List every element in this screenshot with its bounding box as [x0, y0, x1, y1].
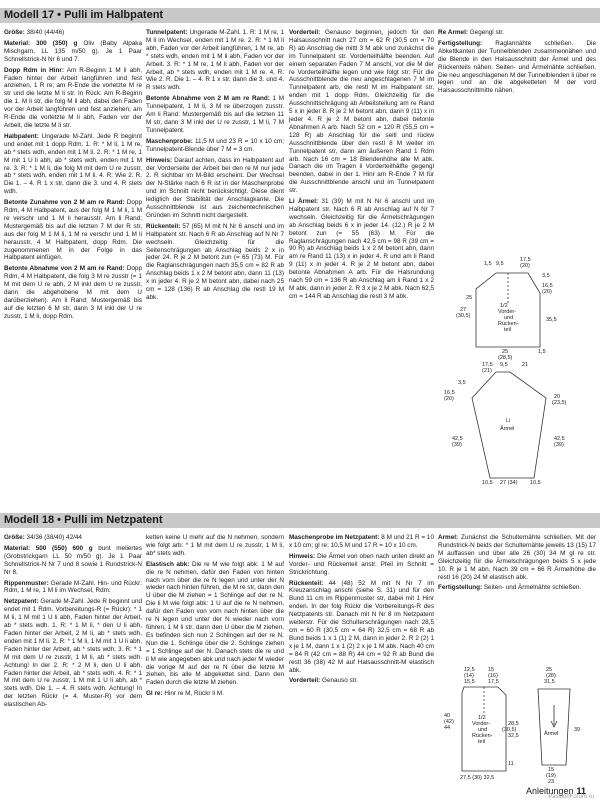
instruction-paragraph — [146, 690, 284, 698]
paragraph-text: 1 M Tunnelpatent, 1 M li, 3 M re überzogen zusstr. Am li Rand: Mustergemäß bis auf die letzten 11 M str, dann 3 M inkl der U re zusstr, 1 M li, 7 M Tunnelpatent. — [146, 95, 284, 134]
paragraph-label: Gl re: — [146, 690, 163, 698]
paragraph-label: Betonte Abnahme von 2 M am re Rand: — [4, 265, 125, 273]
model-18-column-1 — [4, 534, 142, 786]
instruction-paragraph — [4, 265, 142, 320]
dim: (42) — [444, 719, 454, 725]
dim: 35,5 — [546, 317, 557, 323]
dim: 15 — [548, 767, 555, 773]
dim: (39) — [554, 442, 564, 448]
paragraph-label: Rückenteil: — [146, 222, 181, 230]
dim: 44 — [444, 725, 451, 731]
dim: 15,5 — [464, 679, 475, 685]
model-18-column-3 — [289, 534, 434, 786]
m18-body-schematic — [438, 665, 520, 783]
dim: (23,5) — [552, 400, 567, 406]
model-17-column-4 — [438, 29, 596, 179]
paragraph-label: Dopp Rdm in Hinr: — [4, 66, 64, 74]
dim: Li — [506, 418, 511, 424]
instruction-paragraph — [289, 553, 434, 577]
dim: (30,5) — [502, 727, 517, 733]
dim: 15 — [488, 667, 495, 673]
model-17-title: Modell 17 • Pulli im Halbpatent — [4, 9, 164, 21]
dim: 27 (34) — [500, 480, 518, 485]
dim: 28,5 — [508, 721, 519, 727]
dim: 27 — [460, 307, 467, 313]
dim: 25 — [546, 667, 553, 673]
instruction-paragraph — [146, 157, 284, 220]
dim: 11 — [508, 761, 514, 767]
paragraph-text: Ungerade M-Zahl. 1. R: 1 M re, 1 M li im Wechsel, enden mit 1 M re. 2. R: * 1 M li abh, Faden vor der Arbeit langführen, 1 M re, ab * stets wdh, enden mit 1 M li abh, Faden vor der Arbeit. 3. R: * 1 M re, 1 M li abh, Faden vor der Arbeit, ab * stets wdh, enden mit 1 M re. 4. R: Wie 2. R. Die 1. – 4. R 1 x str, dann die 3. und 4. R stets wdh. — [146, 29, 284, 92]
dim: 9,5 — [496, 261, 504, 267]
instruction-paragraph — [146, 561, 284, 688]
paragraph-label: Material: 300 (350) g — [4, 39, 78, 47]
paragraph-label: Größe: — [4, 29, 25, 36]
paragraph-label: Rückenteil: — [289, 579, 324, 587]
paragraph-text: Dopp Rdm, 4 M Halbpatent, die folg 3 M re zusstr (= 1 M mit dem U re abh, 2 M inkl dem U re zusstr, dann die abgehobene M mit dem U darüberziehen). Am li Rand: Mustergemäß bis auf die letzten 6 M str, dann 3 M inkl der U re zusstr, 1 M li, dopp Rdm. — [4, 265, 142, 320]
paragraph-text: Hinr re M, Rückr li M. — [162, 690, 224, 698]
instruction-paragraph — [146, 223, 284, 302]
paragraph-text: Genauso str. — [320, 677, 358, 685]
dim: (28) — [546, 673, 556, 679]
instruction-paragraph — [4, 40, 142, 64]
dim: 16,5 — [444, 390, 455, 396]
instruction-paragraph — [146, 95, 284, 135]
dim: und — [478, 727, 488, 733]
model-18-column-2 — [146, 534, 284, 786]
dim: 42,5 — [452, 436, 463, 442]
m17-body-schematic — [438, 245, 596, 360]
dim: 1/2 — [478, 715, 486, 721]
dim: 10,5 — [530, 480, 541, 485]
instruction-paragraph — [289, 580, 434, 675]
dim: 23 — [548, 779, 555, 783]
dim: teil — [504, 327, 512, 333]
page-number: 11 — [576, 786, 586, 796]
instruction-paragraph — [4, 199, 142, 262]
instruction-paragraph — [4, 534, 142, 542]
instruction-paragraph — [4, 545, 142, 577]
dim: (28,5) — [498, 355, 513, 360]
model-18-header — [0, 513, 600, 528]
dim: Vorder- — [472, 721, 491, 727]
instruction-paragraph — [4, 133, 142, 196]
paragraph-text: 44 (48) 52 M mit N Nr 7 im Kreuzanschlag anschl (siehe S. 31) und für den Bund 11 cm im Rippenmuster str, dabei mit 1 Hinr enden. In der folg Rückr die Vorbereitungs-R des Netzpatents str. Danach mit N Nr 8 im Netzpatent weiterstr. Für die Schulterschrägungen nach 28,5 cm = 60 R (30,5 cm = 64 R) 32,5 cm = 68 R ab Bund beids 1 x 1 (1) 2 M, dann in jeder 2. R 2 (2) 1 x je 1 M, dann 1 x 1 (2) 2 x je 1 M abk. Nach 40 cm = 84 R (42 cm = 88 R) 44 cm = 92 R ab Bund die restl 36 (38) 42 M auf Halsausschnitt-M elastisch abk. — [289, 579, 434, 674]
paragraph-text: Oliv (Baby Alpaka Mischgarn, LL 135 m/50 g). Je 1 Paar Schnellstrick-N Nr 6 und 7. — [4, 39, 142, 63]
instruction-paragraph — [289, 29, 434, 195]
paragraph-text: Die re M wie folgt abk: 1 M auf die re N nehmen, dafür den Faden von hinten nach vorn über die re N legen und unter der N wieder nach hinten führen, die M re str, dann den U über die M ziehen = 1 Schlinge auf der re N. Die li M wie folgt abk: 1 U auf die re N nehmen, dafür den Faden von vorn nach hinten über die re N legen und unter der N wieder nach vorn führen, 1 M li str, dann den U über die M ziehen. Es befinden sich nun 2 Schlingen auf der re N. Nun die 1. Schlinge über die 2. Schlinge ziehen = 1 Schlinge auf der N. Danach stets die re und li M wie angegeben abk und nach jeder M wieder die vorige M auf der re N über die letzte M ziehen, bis alle M abgekettet sind. Dann den Faden durch die letzte M ziehen. — [146, 560, 284, 687]
dim: 1,5 — [538, 349, 546, 355]
paragraph-text: Gerade M-Zahl. Hin- und Rückr: Rdm, 1 M re, 1 M li im Wechsel, Rdm. — [4, 579, 142, 595]
dim: teil — [478, 739, 486, 745]
dim: (16) — [488, 673, 498, 679]
dim: 1,5 — [484, 261, 492, 267]
instruction-paragraph — [4, 580, 142, 596]
dim: (19) — [546, 773, 556, 779]
paragraph-label: Hinweis: — [289, 552, 316, 560]
paragraph-text: 57 (65) M mit N Nr 6 anschl und im Halbpatent str. Nach 6 R ab Anschlag auf N Nr 7 wechseln. Gleichzeitig für die Seitenschrägungen ab Anschlag beids 2 x in jeder 24. R je 2 M betont zun (= 65 (73) M. Für die Raglanschrägungen nach 35,5 cm = 82 R ab Anschlag beids 1 x 2 M betont abn, dann 11 (13) x in jeder 4. R je 2 M betont abn, dabei nach 25 cm = 128 (136) R ab Anschlag die restl 19 M abk. — [146, 222, 284, 301]
dim: und — [504, 315, 514, 321]
dim: (21) — [482, 368, 492, 374]
instruction-paragraph — [4, 29, 142, 37]
instruction-paragraph — [4, 67, 142, 130]
paragraph-label: Vorderteil: — [289, 29, 321, 36]
m17-sleeve-schematic — [438, 360, 596, 485]
instruction-paragraph — [438, 29, 596, 37]
instruction-paragraph — [438, 40, 596, 95]
dim: 32,5 — [508, 733, 519, 739]
model-17-column-3 — [289, 29, 434, 489]
paragraph-text: Genauso beginnen, jedoch für den Halsausschnitt nach 27 cm = 62 R (30,5 cm = 70 R) ab Anschlag die mittl 3 M abk und zunächst die im Tunnelpatent str. Vorderteilhälfte beenden. Auf einem separaten Faden 7 M anschl, vor die M der re Vorderteilhälfte legen und wie folgt str: Für die Ausschnittblende die neu angeschlagenen 7 M im Tunnelpatent arb, die restl M im Halbpatent str, enden mit 1 dopp Rdm. Gleichzeitig für die Ausschnittschrägung ab Arbeitsteilung am re Rand 5 x in jeder 8. R je 2 M betont abn, dann 9 (11) x in jeder 4. R je 2 M betont abn, dabei betonte Abnahmen A arb. Nach 52 cm = 120 R (55,5 cm = 128 R) ab Anschlag für die seitl und rückw Ausschnittblende über den restl 8 M weiter im Tunnelpatent str, dann am äußeren Rand 1 Rdm arb. Nach 16 cm = 18 Blendenhöhe alle M abk. Danach die im Tragen li Vorderteilhälfte gegengl beenden, dabei in der 1. Hinr am R-Ende 7 M für die Ausschnittblende anschl und im Tunnelpatent str. — [289, 29, 434, 195]
dim: (30,5) — [456, 313, 471, 319]
paragraph-label: Fertigstellung: — [438, 584, 483, 592]
dim: (20) — [542, 289, 552, 295]
dim: 16,5 — [542, 283, 553, 289]
paragraph-label: Hinweis: — [146, 156, 173, 164]
dim: 25 — [502, 349, 509, 355]
dim: 31,5 — [544, 679, 555, 685]
paragraph-text: Zunächst die Schulternähte schließen. Mit der Rundstrick-N beids der Schulternähte jeweils 13 (15) 17 M auffassen und über alle 26 (30) 34 M gl re str. Gleichzeitig für die Ärmelschrägungen beids 5 x jede 10. R je 1 M abn. Nach 39 cm = 66 R Ärmelhöhe die restl 16 (20) 24 M elastisch abk. — [438, 534, 596, 581]
paragraph-text: Raglannähte schließen. Die Abkettkanten der Tunnelblenden zusammennähen und die Blende in den Halsausschnitt der Ärmel und des Rückenteils nähen. Seiten- und Ärmelnähte schließen. Die neu angeschlagenen M der Tunnelblenden li über re legen und an die abgeketteten M der vord Halsausschnittmitte nähen. — [438, 39, 596, 95]
paragraph-label: Fertigstellung: — [438, 39, 483, 47]
paragraph-label: Re Ärmel: — [438, 29, 468, 36]
dim: Vorder- — [498, 309, 517, 315]
model-18-column-4 — [438, 534, 596, 654]
dim: 17,5 — [488, 679, 499, 685]
dim: 25 — [466, 295, 473, 301]
instruction-paragraph — [146, 534, 284, 558]
model-17-column-2 — [146, 29, 284, 489]
paragraph-text: Dopp Rdm, 4 M Halbpatent, aus der folg M 1 M li, 1 M re verschr und 1 M li herausstr. Am li Rand: Mustergemäß bis auf die letzten 7 M der R str, aus der folg M 1 M li, 1 M re verschr und 1 M li herausstr, 4 M Halbpatent, dopp Rdm. Die zugenommenen M in der Folge in das Halbpatent einfügen. — [4, 199, 142, 262]
paragraph-text: 34/36 (38/40) 42/44 — [24, 534, 82, 541]
paragraph-text: 11,5 M und 23 R = 10 x 10 cm; Tunnelpatent-Blende über 7 M = 3 cm. — [146, 137, 284, 153]
paragraph-text: Am R-Beginn 1 M li abh, Faden hinter der Arbeit langführen und fest anziehen, 1 R re; am R-Ende die vorletzte M re str und die letzte M li str. In Rück: Am R-Beginn die 1. M li str, die folg M li abh, dabei den Faden vor der Arbeit langführen und fest anziehen; am R-Ende die vorletzte M li abh, Faden vor der Arbeit, die letzte M li str. — [4, 66, 142, 129]
dim: 20 — [554, 394, 561, 400]
instruction-paragraph — [4, 598, 142, 709]
dim: (20) — [520, 263, 530, 269]
model-18-title: Modell 18 • Pulli im Netzpatent — [4, 514, 163, 526]
dim: 1/2 — [500, 303, 508, 309]
dim: 40 — [444, 713, 451, 719]
paragraph-label: Li Ärmel: — [289, 198, 319, 206]
footer-label: Anleitungen — [525, 786, 574, 796]
instruction-paragraph — [438, 534, 596, 581]
dim: 12,5 — [464, 667, 475, 673]
paragraph-label: Netzpatent: — [4, 598, 39, 606]
instruction-paragraph — [289, 534, 434, 550]
paragraph-text: Gerade M-Zahl. Jede R beginnt und endet mit 1 Rdm. Vorbereitungs-R (= Rückr): * 1 M li, 1 M mit 1 U li abh, Faden hinter der Arbeit, ab * stets wdh. 1. R: * 1 M li, * den U li abh, Faden hinter der Arbeit, 2 M li, ab * stets wdh, enden mit 1 M li. 2. R: * 1 M li, 1 M mit 1 U li abh, Faden hinter der Arbeit, ab * stets wdh. 3. R: * 1 M mit dem U re zusstr, 1 M li, ab * stets wdh. Achtung! In der 2. R: * 2 M li, den U li abh, Faden hinter der Arbeit, ab * stets wdh. 4. R: * 1 M mit dem U re zusstr, 1 M mit 1 U li abh, ab * stets wdh. Die 1. – 4. R stets wdh. Achtung! In der letzten Rückr (= 4. Muster-R) vor dem elastischen Ab- — [4, 598, 142, 709]
paragraph-text: bunt meliertes (Grobstrickgarn LL 50 m/50 g). Je 1 Paar Schnellstrick-N Nr 7 und 8 sowie 1 Rundstrick-N Nr 8. — [4, 544, 142, 576]
instruction-paragraph — [289, 198, 434, 301]
dim: 10,5 — [482, 480, 493, 485]
dim: 9,5 — [500, 362, 508, 368]
paragraph-label: Maschenprobe im Netzpatent: — [289, 534, 380, 541]
instruction-paragraph — [146, 29, 284, 92]
dim: (20) — [444, 396, 454, 402]
dim: 27,5 (30) 32,5 — [460, 775, 495, 781]
paragraph-label: Betonte Abnahme von 2 M am re Rand: — [146, 95, 270, 103]
m18-sleeve-schematic — [524, 665, 596, 783]
paragraph-text: Die Ärmel von oben nach unten direkt an Vorder- und Rückenteil anstr. Pfeil im Schnitt = Strickrichtung. — [289, 552, 434, 576]
paragraph-label: Betonte Zunahme von 2 M am re Rand: — [4, 199, 125, 207]
dim: 3,5 — [458, 380, 466, 386]
m17-sleeve-outline — [472, 372, 546, 478]
dim: 21 — [522, 362, 529, 368]
dim: Ärmel — [544, 731, 559, 737]
dim: (39) — [452, 442, 462, 448]
paragraph-label: Elastisch abk: — [146, 560, 190, 568]
paragraph-label: Vorderteil: — [289, 677, 321, 685]
dim: 17,5 — [520, 257, 531, 263]
paragraph-label: Material: 500 (550) 600 g — [4, 544, 93, 552]
paragraph-label: Rippenmuster: — [4, 579, 49, 587]
dim: 42,5 — [554, 436, 565, 442]
paragraph-text: Darauf achten, dass im Halbpatent auf der Vorderseite der Arbeit bei den re M nur jede 2. R sichtbar im M-Bild erscheint. Der Wechsel der N-Stärke nach 6 R ist in der Maschenprobe und im Schnitt nicht berücksichtigt. Diese dient lediglich der Stabilität der Anschlagkante. Die Ausschnittblende ist aus zeichentechnischen Gründen im Schnitt nicht dargestellt. — [146, 156, 284, 219]
model-17-header — [0, 8, 600, 23]
paragraph-text: ketten keine U mehr auf die N nehmen, sondern wie folgt arb: * 1 M mit dem U re zusstr, 1 M li, ab* stets wdh. — [146, 534, 284, 557]
paragraph-text: Gegengl str. — [467, 29, 504, 36]
paragraph-label: Ärmel: — [438, 534, 459, 541]
paragraph-text: 8 M und 21 R = 10 x 10 cm; gl re: 10,5 M und 17 R = 10 x 10 cm. — [289, 534, 434, 549]
dim: Ärmel — [500, 426, 515, 432]
paragraph-text: Seiten- und Ärmelnähte schließen. — [482, 584, 582, 592]
paragraph-text: 38/40 (44/46) — [24, 29, 65, 36]
instruction-paragraph — [289, 677, 434, 685]
dim: 39 — [574, 727, 581, 733]
watermark: PassionForum.ru — [548, 794, 594, 800]
dim: Rücken- — [472, 733, 493, 739]
paragraph-label: Maschenprobe: — [146, 137, 193, 145]
model-17-column-1 — [4, 29, 142, 489]
dim: 3,5 — [542, 273, 550, 279]
instruction-paragraph — [146, 138, 284, 154]
dim: Rücken- — [498, 321, 519, 327]
paragraph-text: 31 (39) M mit N Nr 6 anschl und im Halbpatent str. Nach 6 R ab Anschlag auf N Nr 7 wechseln. Gleichzeitig für die Ärmelschrägungen ab Anschlag beids 6 x in jeder 14. (12.) R je 2 M betont zun (= 55 (63) M. Für die Raglanschrägungen nach 42,5 cm = 98 R (39 cm = 90 R) ab Anschlag beids 1 x 2 M betont abn, dann am re Rand 11 (13) x in jeder 4. R und am li Rand 9 (11) x in jeder 4. R je 2 M betont abn, dabei betonte Abnahmen A arb. Für die Halsrundung nach 59 cm = 136 R ab Anschlag am li Rand 1 x 2 M abk, dann in jeder 2. R 3 x je 2 M abk. Nach 62,5 cm = 144 R ab Anschlag die restl 3 M abk. — [289, 198, 434, 300]
paragraph-label: Tunnelpatent: — [146, 29, 188, 36]
dim: (14) — [464, 673, 474, 679]
instruction-paragraph — [438, 584, 596, 592]
paragraph-label: Halbpatent: — [4, 132, 39, 140]
paragraph-text: Ungerade M-Zahl. Jede R beginnt und endet mit 1 dopp Rdm. 1. R: * M li, 1 M re, ab * stets wdh, enden mit 1 M li. 2. R: * 1 M re, 1 M mit 1 U li abh, ab * stets wdh, enden mit 1 M re. 3. R: * 1 M li, die folg M mit dem U re zusstr, ab * stets wdh, enden mit 1 M li. 4. R: Wie 2. R. Die 1. – 4. R 1 x str, dann die 3. und 4. R stets wdh. — [4, 132, 142, 196]
paragraph-label: Größe: — [4, 534, 25, 541]
dim: 17,5 — [482, 362, 493, 368]
